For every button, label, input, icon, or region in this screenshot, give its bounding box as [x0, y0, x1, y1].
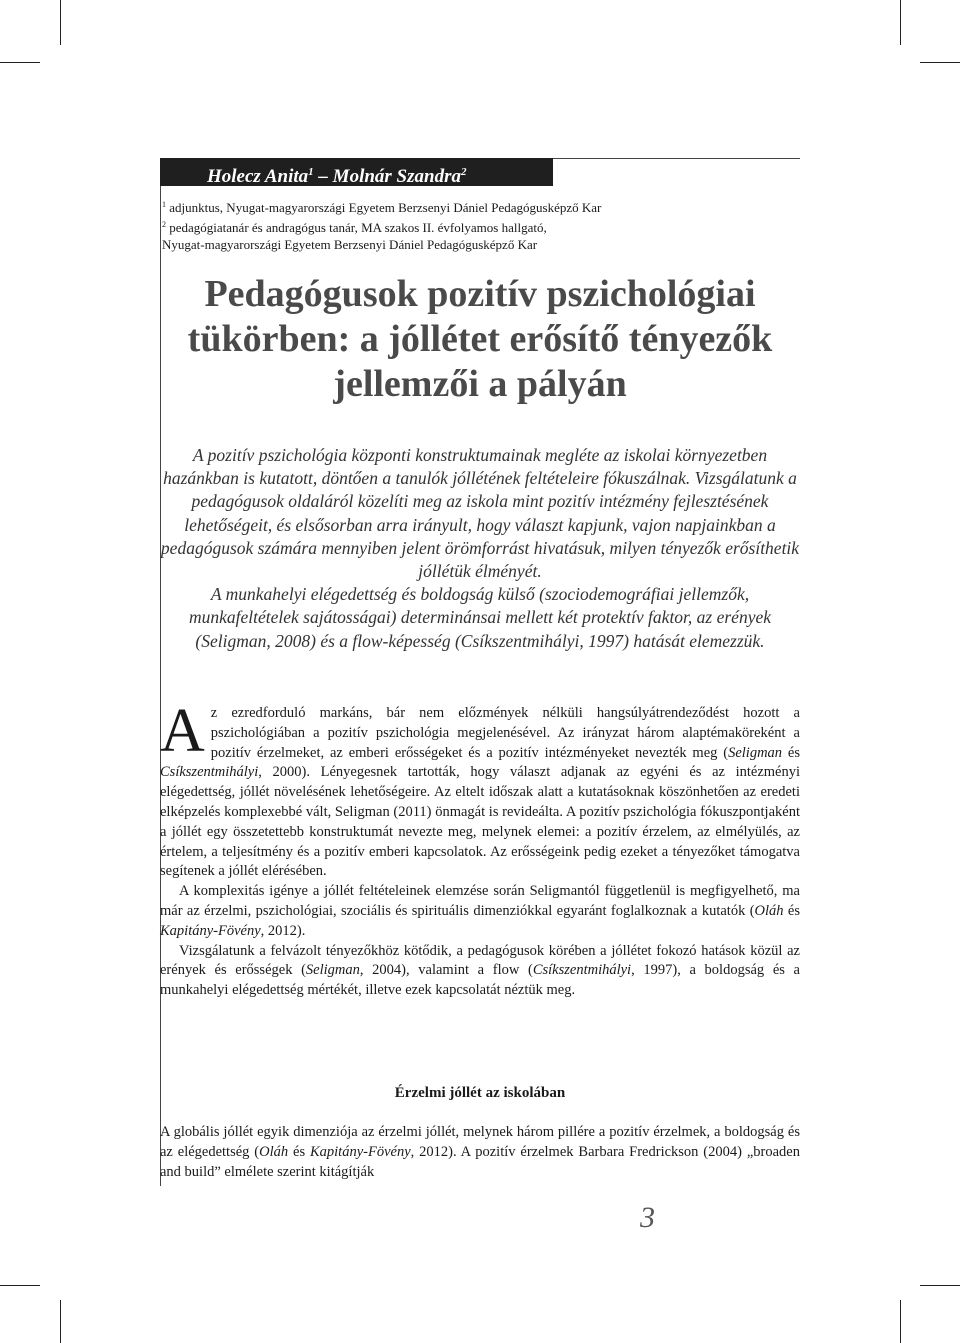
abstract — [160, 444, 800, 653]
body-text — [160, 697, 800, 1001]
body-p2-text-3: , 2012). — [260, 922, 306, 939]
citation-olah: Oláh — [754, 902, 784, 919]
citation-kapitany-foveny-2: Kapitány-Fövény — [309, 1143, 411, 1160]
section-p1-text-3: , 2012). A pozitív érzelmek Barbara Fredrickson (2004) „broaden and build” elmélete szerint kitágítják — [160, 1143, 800, 1180]
author-1-mark: 1 — [308, 166, 314, 178]
abstract-paragraph-1: A pozitív pszichológia központi konstruktumainak megléte az iskolai környezetben hazánkban is kutatott, döntően a tanulók jóllétének feltételeire fókuszálnak. Vizsgálatunk a pedagógusok oldaláról közelíti meg az iskola mint pozitív intézmény fejlesztésének lehetőségeit, és elsősorban arra irányult, hogy választ kapjunk, vajon napjainkban a pedagógusok számára mennyiben jelent örömforrást hivatásuk, milyen tényezők erősíthetik jóllétük élményét. — [160, 445, 800, 582]
author-2-mark: 2 — [460, 166, 467, 178]
crop-mark-top-right — [900, 0, 901, 45]
body-paragraph-2 — [160, 882, 800, 941]
author-bar — [160, 158, 553, 186]
title-line-3: jellemzői a pályán — [333, 363, 627, 405]
crop-mark-top-left — [60, 0, 61, 45]
affiliation-3 — [162, 236, 798, 253]
citation-csikszentmihalyi-2: Csíkszentmihályi — [532, 962, 632, 979]
page-number: 3 — [640, 1201, 655, 1234]
citation-seligman: Seligman — [728, 744, 783, 761]
section-body — [160, 1123, 800, 1182]
affiliation-2-mark: 2 — [162, 220, 166, 229]
affiliations — [162, 196, 798, 253]
body-p1-text-3: , 2000). Lényegesnek tartották, hogy választ adjanak az egyéni és az intézményi elégedettség, jóllét növelésének lehetőségeire. Az eltelt időszak alatt a kutatásoknak köszönhetően az eredeti elképzelés komplexebbé vált, Seligman (2011) önmagát is revideálta. A pozitív pszichológia fókuszpontjaként a jóllét egy összetettebb konstruktumát nevezte meg, melynek elemei: a pozitív érzelem, az elmélyülés, az értelem, a teljesítmény és a pozitív emberi kapcsolatok. Az erősségeink pedig ezeket a tényezőket támogatva segítenek a jóllét elérésében. — [160, 764, 800, 880]
affiliation-2 — [162, 216, 798, 236]
article-title — [160, 272, 800, 407]
body-p3-text-1: Vizsgálatunk a felvázolt tényezőkhöz kötődik, a pedagógusok körében a jóllétet fokozó hatások közül az erények és erősségek ( — [160, 942, 800, 979]
drop-cap: A — [160, 697, 205, 765]
citation-olah-2: Oláh — [259, 1143, 289, 1160]
title-line-2: tükörben: a jóllétet erősítő tényezők — [187, 318, 773, 360]
crop-mark-bottom-left — [60, 1300, 61, 1343]
crop-mark-right-bottom — [920, 1285, 960, 1286]
affiliation-2-text: pedagógiatanár és andragógus tanár, MA szakos II. évfolyamos hallgató, — [169, 220, 547, 235]
author-2: Molnár Szandra — [332, 166, 461, 187]
title-line-1: Pedagógusok pozitív pszichológiai — [204, 273, 756, 315]
citation-csikszentmihalyi: Csíkszentmihályi — [160, 764, 259, 781]
body-p1-text-2: és — [782, 744, 800, 761]
body-paragraph-3 — [160, 942, 800, 1001]
crop-mark-bottom-right — [900, 1300, 901, 1343]
author-1: Holecz Anita — [207, 166, 309, 187]
section-paragraph-1 — [160, 1123, 800, 1182]
body-paragraph-1 — [160, 697, 800, 882]
body-p3-text-2: , 2004), valamint a flow ( — [359, 962, 533, 979]
affiliation-1 — [162, 196, 798, 216]
affiliation-3-text: Nyugat-magyarországi Egyetem Berzsenyi Dániel Pedagógusképző Kar — [162, 237, 538, 252]
section-heading: Érzelmi jóllét az iskolában — [394, 1085, 566, 1101]
affiliation-1-text: adjunktus, Nyugat-magyarországi Egyetem Berzsenyi Dániel Pedagógusképző Kar — [169, 200, 602, 215]
author-dash: – — [318, 166, 328, 187]
body-p1-text-1: z ezredforduló markáns, bár nem előzmények nélküli hangsúlyátrendeződést hozott a pszichológiában a pozitív pszichológia megjelenésével. Az irányzat három alaptémaköreként a pozitív érzelmeket, az emberi erősségeket és a pozitív intézményeket nevezték meg ( — [210, 705, 800, 761]
abstract-paragraph-2: A munkahelyi elégedettség és boldogság külső (szociodemográfiai jellemzők, munkafeltételek sajátosságai) determinánsai mellett két protektív faktor, az erények (Seligman, 2008) és a flow-képesség (Csíkszentmihályi, 1997) hatását elemezzük. — [188, 584, 772, 651]
citation-kapitany-foveny: Kapitány-Fövény — [160, 922, 261, 939]
section-p1-text-1: A globális jóllét egyik dimenziója az érzelmi jóllét, melynek három pillére a pozitív érzelmek, a boldogság és az elégedettség ( — [160, 1124, 800, 1160]
body-p2-text-2: és — [783, 902, 800, 919]
citation-seligman-2: Seligman — [305, 962, 360, 979]
body-p2-text-1: A komplexitás igénye a jóllét feltételeinek elemzése során Seligmantól függetlenül is megfigyelhető, ma már az érzelmi, pszichológiai, szociális és spirituális dimenziókkal egyaránt foglalkoznak a kutatók ( — [160, 883, 800, 919]
body-p3-text-3: , 1997), a boldogság és a munkahelyi elégedettség mértékét, illetve ezek kapcsolatát néztük meg. — [160, 962, 800, 999]
affiliation-1-mark: 1 — [162, 200, 166, 209]
section-p1-text-2: és — [288, 1143, 310, 1160]
crop-mark-left-bottom — [0, 1285, 40, 1286]
crop-mark-left-top — [0, 62, 40, 63]
crop-mark-right-top — [920, 62, 960, 63]
